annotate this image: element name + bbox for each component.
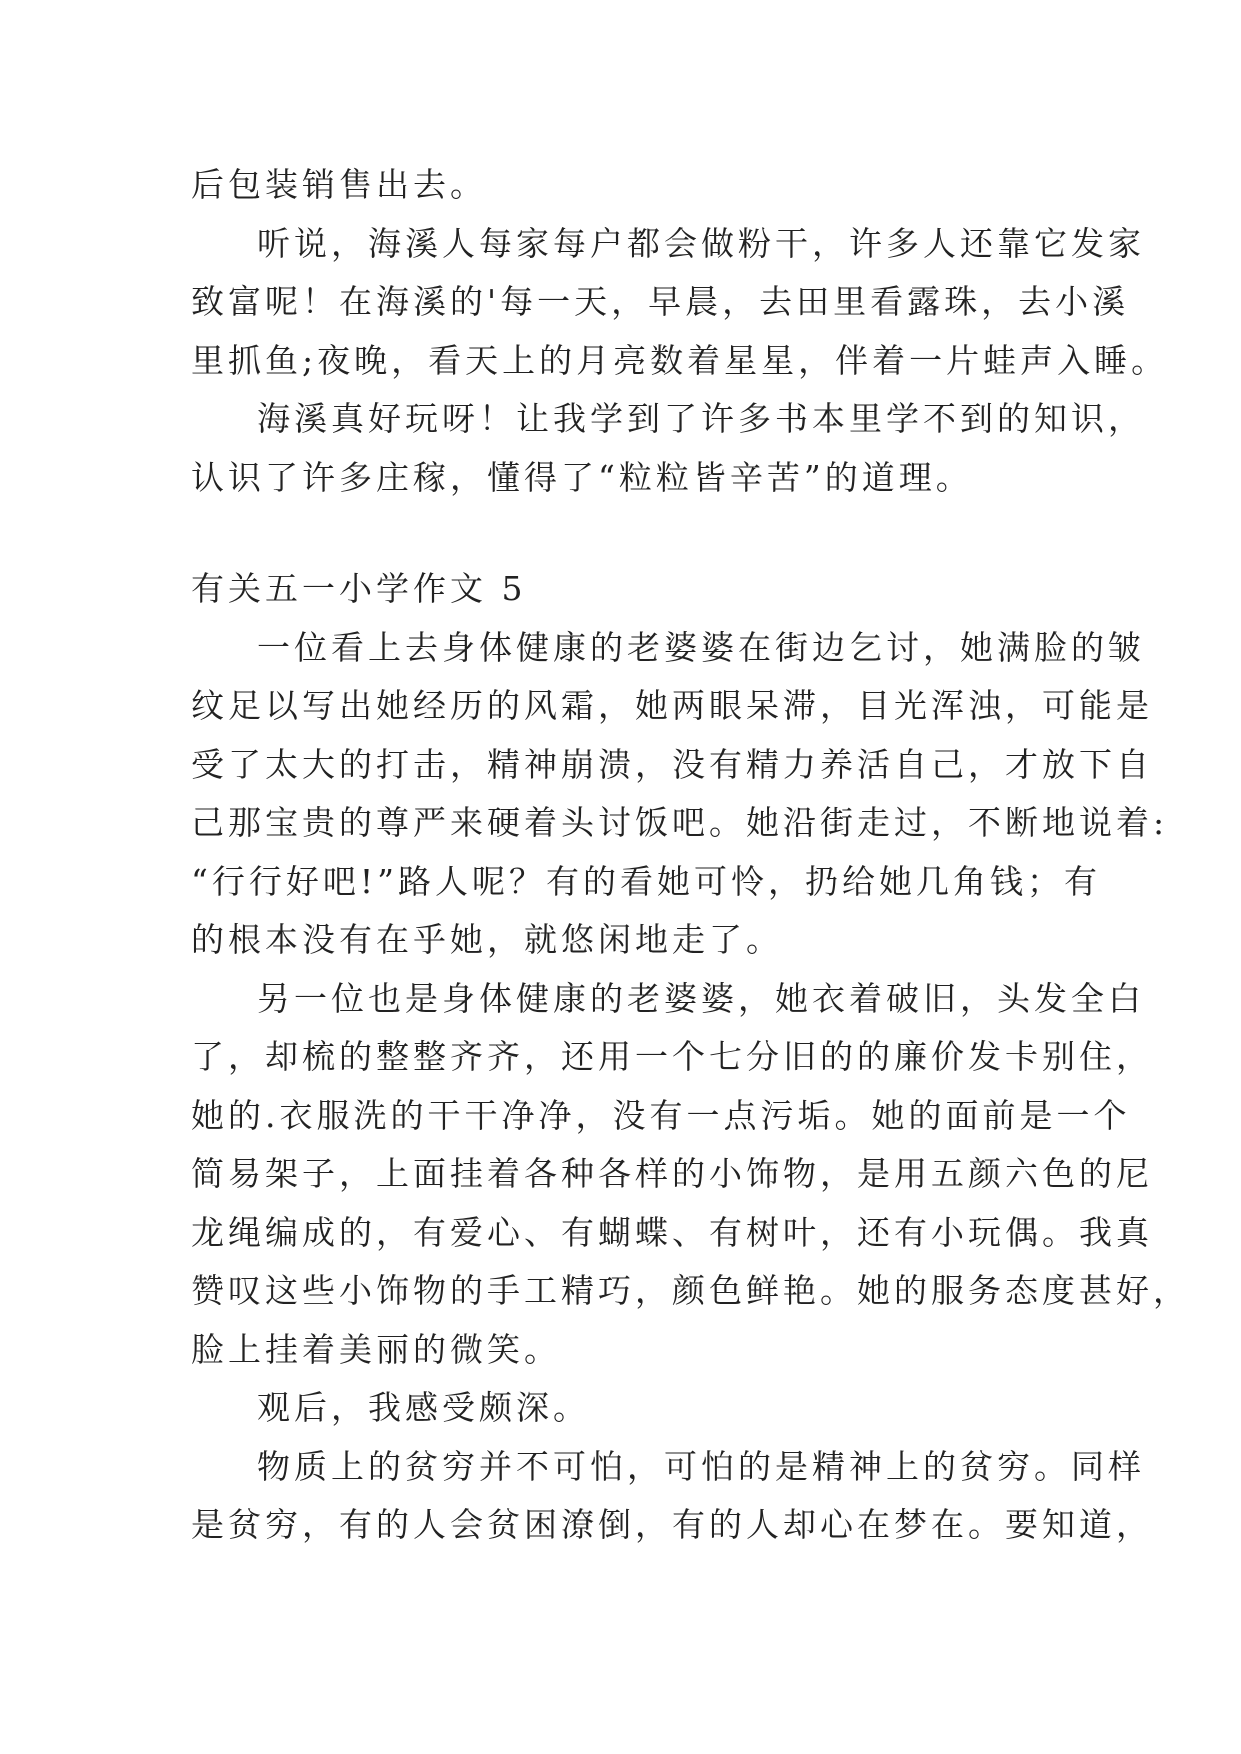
paragraph-start: 听说，海溪人每家每户都会做粉干，许多人还靠它发家 [257,223,1145,263]
text-line: 致富呢！在海溪的'每一天，早晨，去田里看露珠，去小溪 [191,282,1130,321]
text-line: 赞叹这些小饰物的手工精巧，颜色鲜艳。她的服务态度甚好， [191,1271,1190,1310]
text-line: 龙绳编成的，有爱心、有蝴蝶、有树叶，还有小玩偶。我真 [191,1212,1153,1252]
paragraph-start: 物质上的贫穷并不可怕，可怕的是精神上的贫穷。同样 [257,1446,1145,1486]
text-line: 己那宝贵的尊严来硬着头讨饭吧。她沿街走过，不断地说着: [191,803,1169,842]
section-1-body [191,156,1169,507]
text-line: 了，却梳的整整齐齐，还用一个七分旧的的廉价发卡别住， [191,1037,1153,1076]
text-line: 里抓鱼;夜晚，看天上的月亮数着星星，伴着一片蛙声入睡。 [191,340,1169,380]
paragraph-start: 观后，我感受颇深。 [257,1388,590,1427]
text-line: 后包装销售出去。 [191,165,487,204]
text-line: 简易架子，上面挂着各种各样的小饰物，是用五颜六色的尼 [191,1154,1153,1193]
text-line: 认识了许多庄稼，懂得了“粒粒皆辛苦”的道理。 [191,457,973,497]
text-line: 脸上挂着美丽的微笑。 [191,1329,561,1369]
text-line: 受了太大的打击，精神崩溃，没有精力养活自己，才放下自 [191,744,1153,784]
paragraph-start: 另一位也是身体健康的老婆婆，她衣着破旧，头发全白 [257,978,1145,1018]
text-line: 她的.衣服洗的干干净净，没有一点污垢。她的面前是一个 [191,1095,1131,1135]
text-line: 纹足以写出她经历的风霜，她两眼呆滞，目光浑浊，可能是 [191,686,1153,725]
text-line: 的根本没有在乎她，就悠闲地走了。 [191,920,783,959]
paragraph-start: 海溪真好玩呀！让我学到了许多书本里学不到的知识， [257,399,1145,438]
text-line: 是贫穷，有的人会贫困潦倒，有的人却心在梦在。要知道， [191,1505,1153,1544]
section-heading: 有关五一小学作文 5 [191,569,527,608]
text-line: “行行好吧!”路人呢？有的看她可怜，扔给她几角钱；有 [191,861,1102,901]
section-2-body [191,560,1190,1555]
paragraph-start: 一位看上去身体健康的老婆婆在街边乞讨，她满脸的皱 [257,627,1145,667]
